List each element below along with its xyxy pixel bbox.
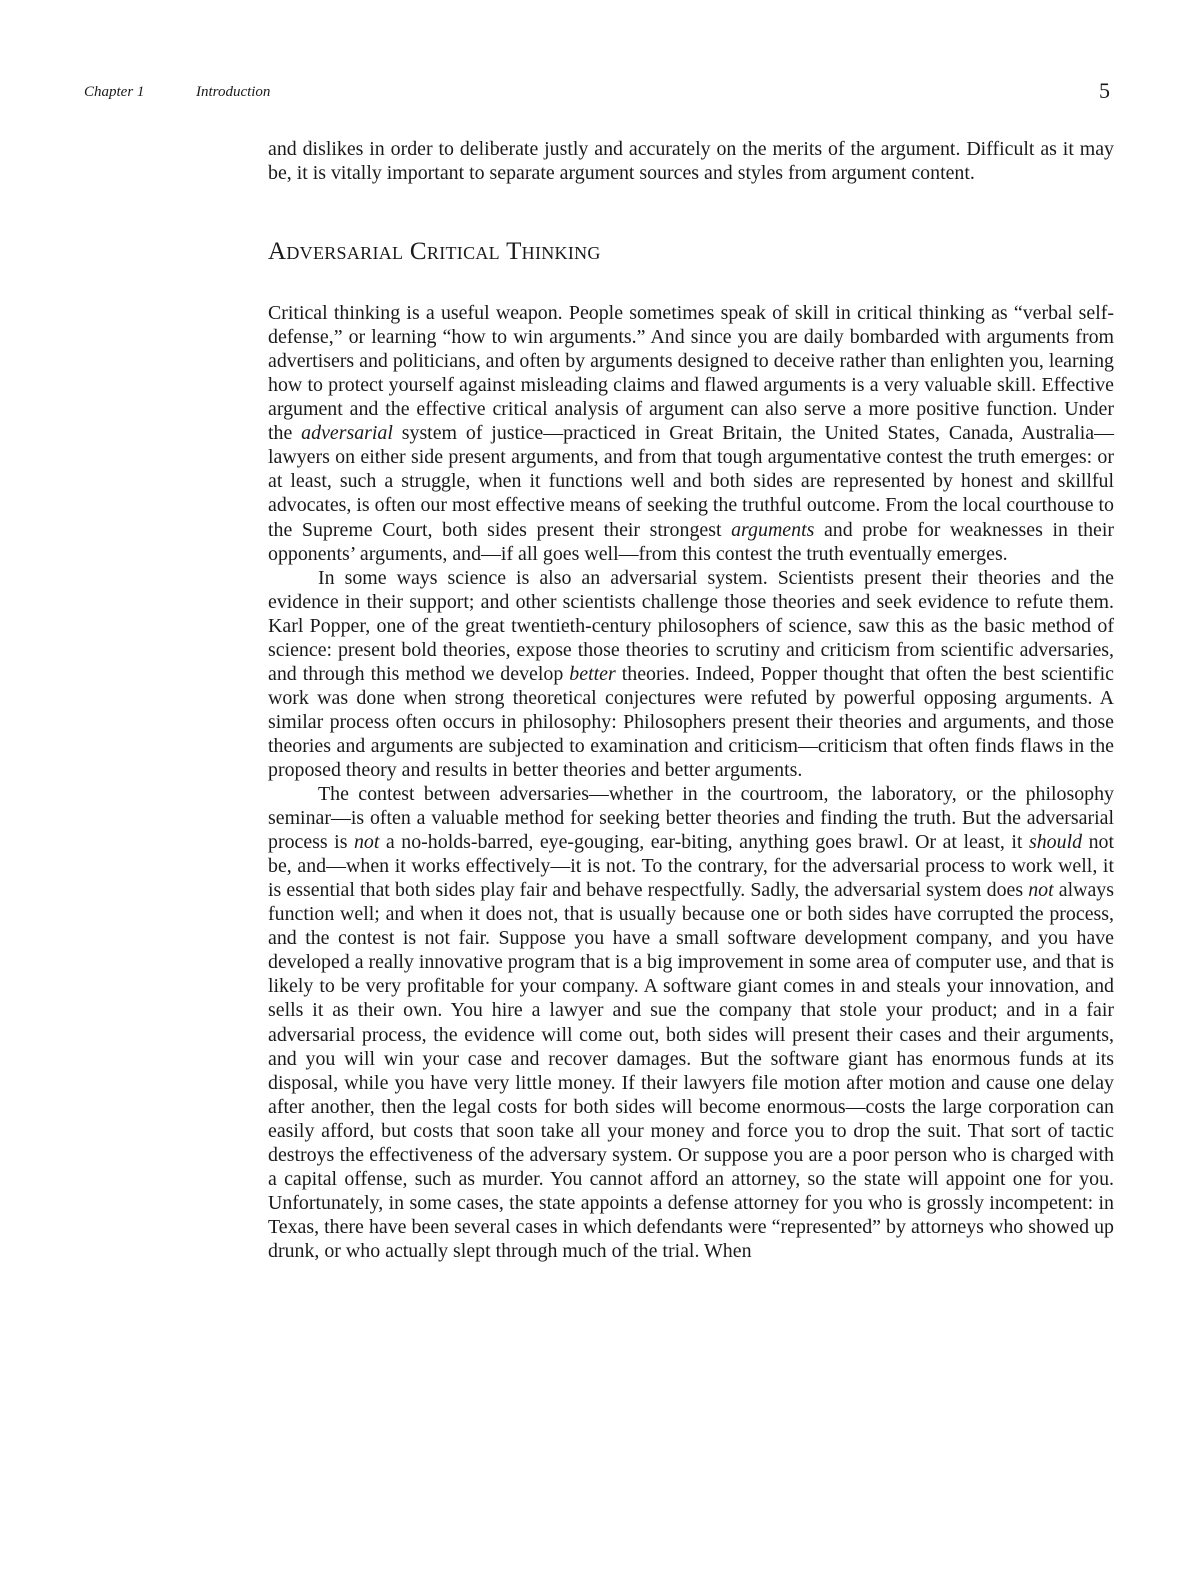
emphasis-text: should (1029, 831, 1083, 854)
continued-paragraph: and dislikes in order to deliberate justly and accurately on the merits of the argument. Difficult as it may be, it is vitally important to separate argument sources and styles from argument content. (268, 138, 1114, 185)
paragraph-text: and probe for weaknesses in their opponents’ arguments, and—if all goes well—from this contest the truth eventually emerges. (268, 518, 1114, 565)
body-paragraph-2 (268, 566, 1114, 782)
paragraph-text: a no-holds-barred, eye-gouging, ear-biting, anything goes brawl. Or at least, it (379, 831, 1029, 854)
emphasis-text: not (1028, 879, 1054, 902)
running-head (84, 78, 1116, 106)
paragraph-text: not be, and—when it works effectively—it is not. To the contrary, for the adversarial process to work well, it is essential that both sides play fair and behave respectfully. Sadly, the adversarial system does (268, 831, 1115, 902)
paragraph-text: system of justice—practiced in Great Britain, the United States, Canada, Australia—lawyers on either side present arguments, and from that tough argumentative contest the truth emerges: or at least, such a struggle, when it functions well and both sides are represented by honest and skillful advocates, is often our most effective means of seeking the truthful outcome. From the local courthouse to the Supreme Court, both sides present their strongest (268, 422, 1114, 541)
page-body (268, 137, 1114, 1263)
section-heading: Adversarial Critical Thinking (268, 238, 601, 266)
paragraph-text: theories. Indeed, Popper thought that often the best scientific work was done when strong theoretical conjectures were refuted by powerful opposing arguments. A similar process often occurs in philosophy: Philosophers present their theories and arguments, and those theories and arguments are subjected to examination and criticism—criticism that often finds flaws in the proposed theory and results in better theories and better arguments. (268, 662, 1114, 781)
paragraph-text: always function well; and when it does not, that is usually because one or both sides have corrupted the process, and the contest is not fair. Suppose you have a small software development company, and you have developed a really innovative program that is a big improvement in some area of computer use, and that is likely to be very profitable for your company. A software giant comes in and steals your innovation, and sells it as their own. You hire a lawyer and sue the company that stole your product; and in a fair adversarial process, the evidence will come out, both sides will present their cases and their arguments, and you will win your case and recover damages. But the software giant has enormous funds at its disposal, while you have very little money. If their lawyers file motion after motion and cause one delay after another, then the legal costs for both sides will become enormous—costs the large corporation can easily afford, but costs that soon take all your money and force you to drop the suit. That sort of tactic destroys the effectiveness of the adversary system. Or suppose you are a poor person who is charged with a capital offense, such as murder. You cannot afford an attorney, so the state will appoint one for you. Unfortunately, in some cases, the state appoints a defense attorney for you who is grossly incompetent: in Texas, there have been several cases in which defendants were “represented” by attorneys who showed up drunk, or who actually slept through much of the trial. When (268, 879, 1114, 1262)
emphasis-text: arguments (731, 518, 815, 541)
emphasis-text: better (569, 662, 616, 685)
body-paragraph-1 (268, 301, 1114, 566)
paragraph-text: The contest between adversaries—whether in the courtroom, the laboratory, or the philosophy seminar—is often a valuable method for seeking better theories and finding the truth. But the adversarial process is (268, 783, 1114, 854)
paragraph-text: In some ways science is also an adversarial system. Scientists present their theories and the evidence in their support; and other scientists challenge those theories and seek evidence to refute them. Karl Popper, one of the great twentieth-century philosophers of science, saw this as the basic method of science: present bold theories, expose those theories to scrutiny and criticism from scientific adversaries, and through this method we develop (268, 566, 1114, 685)
body-paragraph-3 (268, 782, 1114, 1263)
running-head-chapter: Chapter 1 (84, 84, 145, 100)
page-number: 5 (1099, 78, 1110, 103)
emphasis-text: adversarial (301, 422, 393, 445)
running-head-section: Introduction (196, 84, 271, 100)
paragraph-text: Critical thinking is a useful weapon. People sometimes speak of skill in critical thinking as “verbal self-defense,” or learning “how to win arguments.” And since you are daily bombarded with arguments from advertisers and politicians, and often by arguments designed to deceive rather than enlighten you, learning how to protect yourself against misleading claims and flawed arguments is a very valuable skill. Effective argument and the effective critical analysis of argument can also serve a more positive function. Under the (268, 302, 1114, 445)
emphasis-text: not (353, 831, 380, 854)
